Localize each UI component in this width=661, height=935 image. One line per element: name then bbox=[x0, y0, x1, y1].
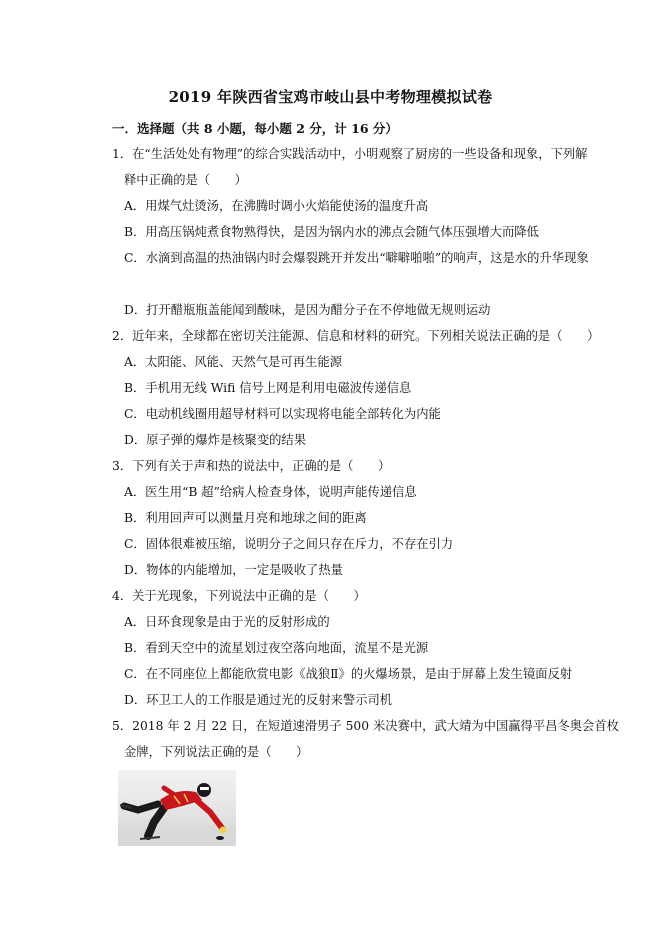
question-2-option-b: B．手机用无线 Wifi 信号上网是利用电磁波传递信息 bbox=[124, 381, 412, 395]
speed-skater-photo bbox=[118, 770, 236, 846]
question-1-option-b: B．用高压锅炖煮食物熟得快，是因为锅内水的沸点会随气体压强增大而降低 bbox=[124, 225, 539, 239]
question-3-stem: 3．下列有关于声和热的说法中，正确的是（ ） bbox=[112, 459, 391, 473]
question-4-option-a: A．日环食现象是由于光的反射形成的 bbox=[124, 615, 330, 629]
question-3-option-a: A．医生用“B 超”给病人检查身体，说明声能传递信息 bbox=[124, 485, 417, 499]
question-1-option-a: A．用煤气灶烫汤，在沸腾时调小火焰能使汤的温度升高 bbox=[124, 199, 429, 213]
question-2-option-a: A．太阳能、风能、天然气是可再生能源 bbox=[124, 355, 342, 369]
question-2-stem: 2．近年来，全球都在密切关注能源、信息和材料的研究。下列相关说法正确的是（ ） bbox=[112, 329, 600, 343]
skater-illustration bbox=[118, 770, 236, 846]
question-3-option-c: C．固体很难被压缩，说明分子之间只存在斥力，不存在引力 bbox=[124, 537, 454, 551]
question-5-stem: 5．2018 年 2 月 22 日，在短道速滑男子 500 米决赛中，武大靖为中国赢得平昌冬奥会首枚 bbox=[112, 719, 619, 733]
question-4-option-b: B．看到天空中的流星划过夜空落向地面，流星不是光源 bbox=[124, 641, 429, 655]
question-2-option-c: C．电动机线圈用超导材料可以实现将电能全部转化为内能 bbox=[124, 407, 441, 421]
question-1-option-d: D．打开醋瓶瓶盖能闻到酸味，是因为醋分子在不停地做无规则运动 bbox=[124, 303, 491, 317]
question-4-stem: 4．关于光现象，下列说法中正确的是（ ） bbox=[112, 589, 366, 603]
question-5-stem-cont: 金牌，下列说法正确的是（ ） bbox=[124, 745, 309, 759]
question-4-option-c: C．在不同座位上都能欣赏电影《战狼Ⅱ》的火爆场景，是由于屏幕上发生镜面反射 bbox=[124, 667, 573, 681]
question-1-option-c: C．水滴到高温的热油锅内时会爆裂跳开并发出“噼噼啪啪”的响声，这是水的升华现象 bbox=[124, 251, 589, 265]
question-1-stem: 1．在“生活处处有物理”的综合实践活动中，小明观察了厨房的一些设备和现象，下列解 bbox=[112, 147, 588, 161]
question-3-option-d: D．物体的内能增加，一定是吸收了热量 bbox=[124, 563, 343, 577]
section-heading: 一．选择题（共 8 小题，每小题 2 分，计 16 分） bbox=[112, 121, 398, 136]
page-title: 2019 年陕西省宝鸡市岐山县中考物理模拟试卷 bbox=[168, 88, 493, 106]
question-1-stem-cont: 释中正确的是（ ） bbox=[124, 173, 247, 187]
question-3-option-b: B．利用回声可以测量月亮和地球之间的距离 bbox=[124, 511, 367, 525]
question-4-option-d: D．环卫工人的工作服是通过光的反射来警示司机 bbox=[124, 693, 393, 707]
question-2-option-d: D．原子弹的爆炸是核聚变的结果 bbox=[124, 433, 307, 447]
